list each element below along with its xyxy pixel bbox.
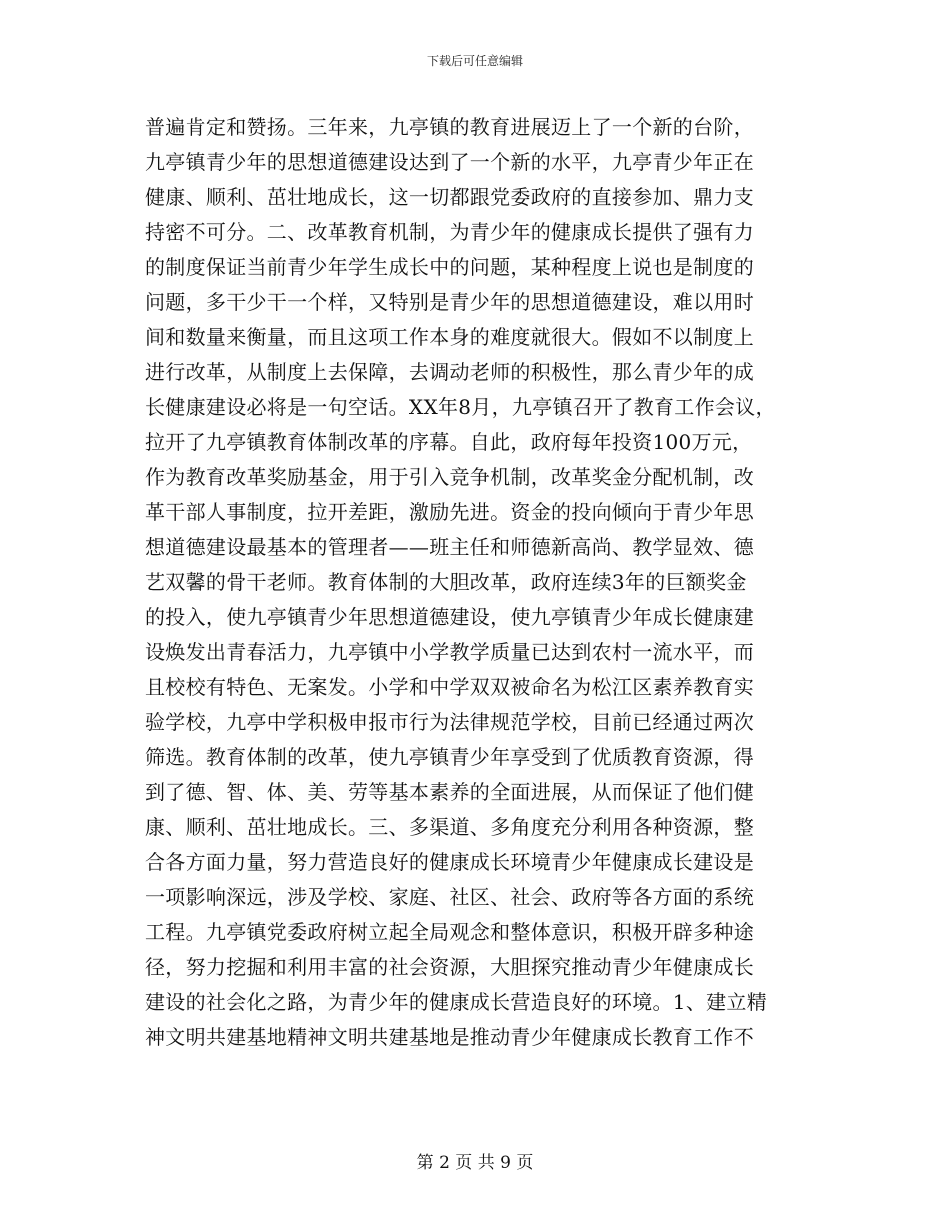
text-line: 持密不可分。二、改革教育机制，为青少年的健康成长提供了强有力 (145, 220, 754, 244)
text-line: 筛选。教育体制的改革，使九亭镇青少年享受到了优质教育资源，得 (145, 745, 754, 769)
document-body (145, 110, 805, 1055)
text-line: 康、顺利、茁壮地成长。三、多渠道、多角度充分利用各种资源，整 (145, 815, 754, 839)
text-line: 普遍肯定和赞扬。三年来，九亭镇的教育进展迈上了一个新的台阶， (145, 115, 754, 139)
text-line: 径，努力挖掘和利用丰富的社会资源，大胆探究推动青少年健康成长 (145, 955, 754, 979)
text-line: 长健康建设必将是一句空话。XX年8月，九亭镇召开了教育工作会议， (145, 395, 776, 419)
text-line: 合各方面力量，努力营造良好的健康成长环境青少年健康成长建设是 (145, 850, 754, 874)
text-line: 工程。九亭镇党委政府树立起全局观念和整体意识，积极开辟多种途 (145, 920, 754, 944)
text-line: 到了德、智、体、美、劳等基本素养的全面进展，从而保证了他们健 (145, 780, 754, 804)
text-line: 神文明共建基地精神文明共建基地是推动青少年健康成长教育工作不 (145, 1025, 754, 1049)
text-line: 间和数量来衡量，而且这项工作本身的难度就很大。假如不以制度上 (145, 325, 754, 349)
page-number: 第 2 页 共 9 页 (416, 1153, 534, 1173)
text-line: 作为教育改革奖励基金，用于引入竞争机制，改革奖金分配机制，改 (145, 465, 754, 489)
text-line: 的制度保证当前青少年学生成长中的问题，某种程度上说也是制度的 (145, 255, 754, 279)
text-line: 拉开了九亭镇教育体制改革的序幕。自此，政府每年投资100万元， (145, 430, 753, 454)
text-line: 想道德建设最基本的管理者——班主任和师德新高尚、教学显效、德 (145, 535, 754, 559)
page-header-note: 下载后可任意编辑 (426, 54, 523, 68)
text-line: 问题，多干少干一个样，又特别是青少年的思想道德建设，难以用时 (145, 290, 754, 314)
text-line: 健康、顺利、茁壮地成长，这一切都跟党委政府的直接参加、鼎力支 (145, 185, 754, 209)
text-line: 的投入，使九亭镇青少年思想道德建设，使九亭镇青少年成长健康建 (145, 605, 754, 629)
text-line: 设焕发出青春活力，九亭镇中小学教学质量已达到农村一流水平，而 (145, 640, 754, 664)
text-line: 进行改革，从制度上去保障，去调动老师的积极性，那么青少年的成 (145, 360, 754, 384)
text-line: 九亭镇青少年的思想道德建设达到了一个新的水平，九亭青少年正在 (145, 150, 754, 174)
text-line: 建设的社会化之路，为青少年的健康成长营造良好的环境。1、建立精 (145, 990, 768, 1014)
text-line: 一项影响深远，涉及学校、家庭、社区、社会、政府等各方面的系统 (145, 885, 754, 909)
text-line: 艺双馨的骨干老师。教育体制的大胆改革，政府连续3年的巨额奖金 (145, 570, 747, 594)
text-line: 且校校有特色、无案发。小学和中学双双被命名为松江区素养教育实 (145, 675, 754, 699)
text-line: 革干部人事制度，拉开差距，激励先进。资金的投向倾向于青少年思 (145, 500, 754, 524)
text-line: 验学校，九亭中学积极申报市行为法律规范学校，目前已经通过两次 (145, 710, 754, 734)
